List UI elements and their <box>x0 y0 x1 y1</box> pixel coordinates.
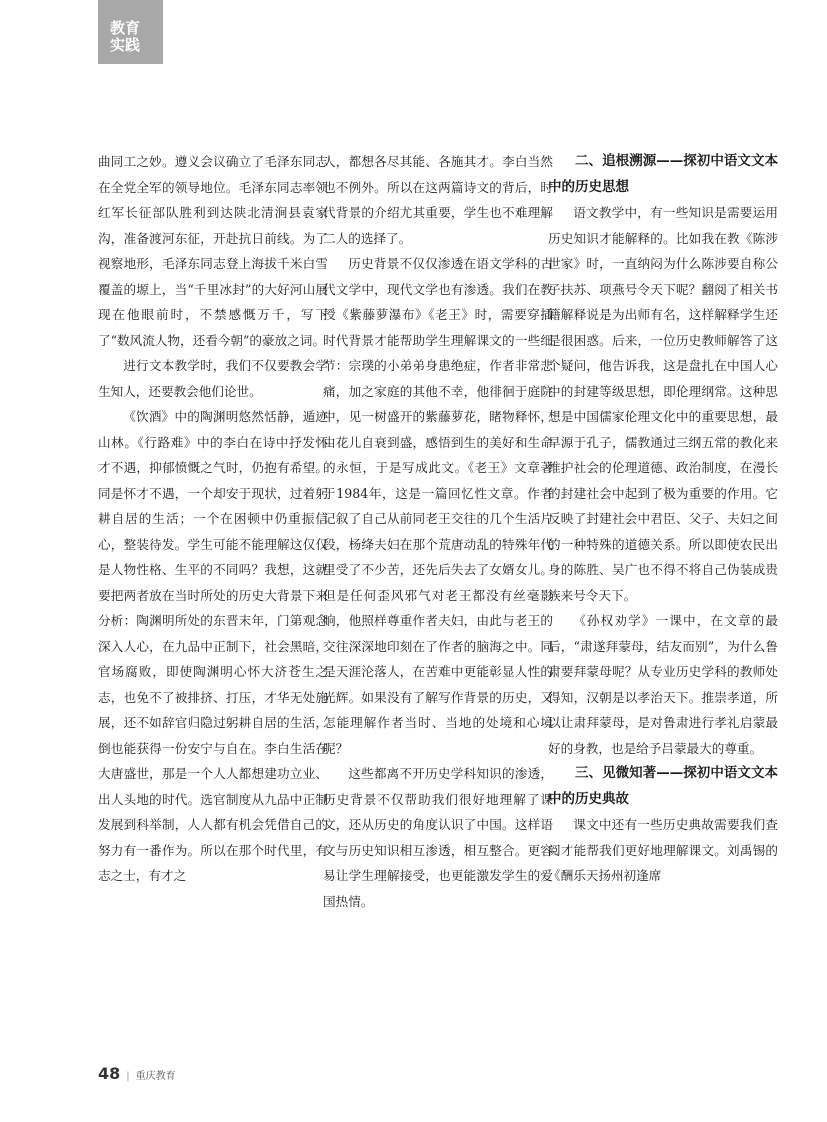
paragraph: 曲同工之妙。遵义会议确立了毛泽东同志在全党全军的领导地位。毛泽东同志率领红军长征部队胜利到达陕北清涧县袁家沟，准备渡河东征，开赴抗日前线。为了视察地形，毛泽东同志登上海拔千米白雪覆盖的塬上，当“千里冰封”的大好河山展现在他眼前时，不禁感慨万千，写下了“数风流人物，还看今朝”的豪放之词。 <box>98 154 328 348</box>
paragraph: 历史背景不仅仅渗透在语文学科的古代文学中，现代文学也有渗透。我们在教授《紫藤萝瀑布》《老王》时，需要穿插时代背景才能帮助学生理解课文的一些细节：宗璞的小弟弟身患绝症，作者非常悲痛，加之家庭的其他不幸，他徘徊于庭院中，见一树盛开的紫藤萝花，睹物释怀，由花儿自衰到盛，感悟到生的美好和生命的永恒，于是写成此文。《老王》文章著于1984年，这是一篇回忆性文章。作者记叙了自己从前同老王交往的几个生活片段，杨绛夫妇在那个荒唐动乱的特殊年代里受了不少苦，还先后失去了女婿女儿。但是任何歪风邪气对老王都没有丝毫影响，他照样尊重作者夫妇，由此与老王的交往深深地印刻在了作者的脑海之中。同是天涯沦落人，在苦难中更能彰显人性的光辉。如果没有了解写作背景的历史，又怎能理解作者当时、当地的处境和心境呢？ <box>323 256 553 756</box>
section-tag <box>98 0 163 64</box>
paragraph: 这些都离不开历史学科知识的渗透，历史背景不仅帮助我们很好地理解了课文，还从历史的角度认识了中国。这样语文与历史知识相互渗透，相互整合。更容易让学生理解接受，也更能激发学生的爱国热情。 <box>323 766 553 909</box>
section-tag-line-2: 实践 <box>110 36 141 54</box>
footer-separator: | <box>126 1071 130 1082</box>
column-3 <box>548 149 778 889</box>
paragraph: 人，都想各尽其能、各施其才。李白当然也不例外。所以在这两篇诗文的背后，时代背景的介绍尤其重要，学生也不难理解二人的选择了。 <box>323 154 553 246</box>
page-number: 48 <box>98 1064 121 1083</box>
paragraph: 《饮酒》中的陶渊明悠然恬静，遁迹山林。《行路难》中的李白在诗中抒发怀才不遇，抑郁愤慨之气时，仍抱有希望。同是怀才不遇，一个却安于现状，过着躬耕自居的生活；一个在困顿中仍重振信心，整装待发。学生可能不能理解这仅仅是人物性格、生平的不同吗？我想，这就要把两者放在当时所处的历史大背景下来分析：陶渊明所处的东晋末年，门第观念深入人心，在九品中正制下，社会黑暗，官场腐败，即使陶渊明心怀大济苍生之志，也免不了被排挤、打压，才华无处施展，还不如辞官归隐过躬耕自居的生活，倒也能获得一份安宁与自在。李白生活在大唐盛世，那是一个人人都想建功立业、出人头地的时代。选官制度从九品中正制发展到科举制，人人都有机会凭借自己的努力有一番作为。所以在那个时代里，有志之士，有才之 <box>98 409 328 883</box>
publication-name: 重庆教育 <box>135 1071 176 1082</box>
page-footer <box>98 1064 176 1083</box>
paragraph: 进行文本教学时，我们不仅要教会学生知人，还要教会他们论世。 <box>98 358 328 399</box>
column-1 <box>98 149 328 889</box>
column-2 <box>323 149 553 914</box>
paragraph: 课文中还有一些历史典故需要我们查阅才能帮我们更好地理解课文。刘禹锡的《酬乐天扬州初逢席 <box>548 817 778 883</box>
paragraph: 《孙权劝学》一课中，在文章的最后，“肃遂拜蒙母，结友而别”，为什么鲁肃要拜蒙母呢？从专业历史学科的教师处得知，汉朝是以孝治天下。推崇孝道，所以让肃拜蒙母，是对鲁肃进行孝礼启蒙最好的身教，也是给予吕蒙最大的尊重。 <box>548 613 778 756</box>
section-tag-line-1: 教育 <box>110 19 141 37</box>
section-heading-2: 二、追根溯源——探初中语文文本中的历史思想 <box>548 153 778 195</box>
section-heading-3: 三、见微知著——探初中语文文本中的历史典故 <box>548 765 778 807</box>
paragraph: 语文教学中，有一些知识是需要运用历史知识才能解释的。比如我在教《陈涉世家》时，一直纳闷为什么陈涉要自称公子扶苏、项燕号令天下呢？翻阅了相关书籍解释说是为出师有名，这样解释学生还是很困惑。后来，一位历史教师解答了这个疑问，他告诉我，这是盘扎在中国人心中的封建等级思想，即伦理纲常。这种思想是中国儒家伦理文化中的重要思想，最早源于孔子，儒教通过三纲五常的教化来维护社会的伦理道德、政治制度，在漫长的封建社会中起到了极为重要的作用。它反映了封建社会中君臣、父子、夫妇之间的一种特殊的道德关系。所以即使农民出身的陈胜、吴广也不得不将自己伪装成贵族来号令天下。 <box>548 205 778 603</box>
